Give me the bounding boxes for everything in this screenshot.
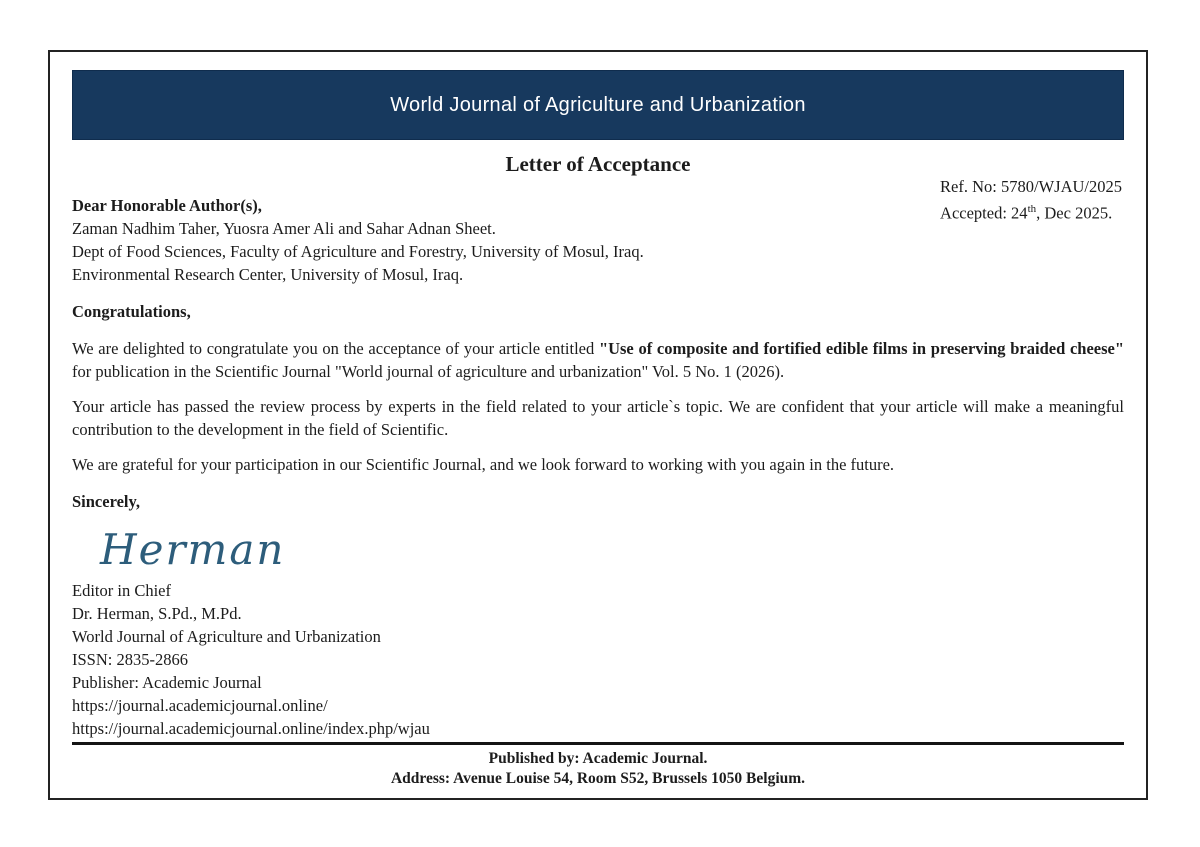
accepted-date-prefix: Accepted: 24 [940,203,1028,223]
editor-signature: Herman [100,524,286,574]
reference-number: Ref. No: 5780/WJAU/2025 [940,177,1122,196]
journal-banner [72,70,1124,140]
editor-organization: World Journal of Agriculture and Urbanization [72,627,381,646]
review-paragraph: Your article has passed the review process by experts in the field related to your article`s topic. We are confident that your article will make a meaningful contribution to the development in the field of Scientific. [72,397,1124,439]
footer-address: Address: Avenue Louise 54, Room S52, Brussels 1050 Belgium. [390,770,806,787]
acceptance-paragraph-start: We are delighted to congratulate you on the acceptance of your article entitled [72,339,599,358]
authors-line: Zaman Nadhim Taher, Yuosra Amer Ali and Sahar Adnan Sheet. [72,219,496,238]
closing-line: Sincerely, [72,492,140,511]
journal-publisher: Publisher: Academic Journal [72,673,262,692]
acceptance-paragraph-end: for publication in the Scientific Journal "World journal of agriculture and urbanization" Vol. 5 No. 1 (2026). [72,362,785,381]
journal-issn: ISSN: 2835-2866 [72,650,188,669]
editor-details-block [72,579,1124,740]
accepted-date-ordinal: th [1027,203,1037,215]
acceptance-paragraph [72,337,1124,383]
page-footer [72,749,1124,789]
footer-published-by: Published by: Academic Journal. [488,750,708,767]
reference-block [940,176,1122,225]
editor-role: Editor in Chief [72,581,171,600]
letter-title: Letter of Acceptance [505,152,691,176]
journal-url-primary: https://journal.academicjournal.online/ [72,696,328,715]
affiliation-line-1: Dept of Food Sciences, Faculty of Agriculture and Forestry, University of Mosul, Iraq. [72,242,644,261]
letter-page [48,50,1148,800]
editor-name: Dr. Herman, S.Pd., M.Pd. [72,604,242,623]
accepted-date-suffix: , Dec 2025. [1036,203,1113,223]
article-title: "Use of composite and fortified edible films in preserving braided cheese" [598,339,1124,358]
journal-banner-title: World Journal of Agriculture and Urbanization [390,93,806,116]
affiliation-line-2: Environmental Research Center, University of Mosul, Iraq. [72,265,464,284]
salutation: Dear Honorable Author(s), [72,196,262,215]
gratitude-paragraph: We are grateful for your participation in our Scientific Journal, and we look forward to working with you again in the future. [72,455,895,474]
journal-url-wjau: https://journal.academicjournal.online/index.php/wjau [72,719,430,738]
footer-divider [72,742,1124,745]
accepted-date [940,198,1122,225]
greeting-line: Congratulations, [72,302,191,321]
